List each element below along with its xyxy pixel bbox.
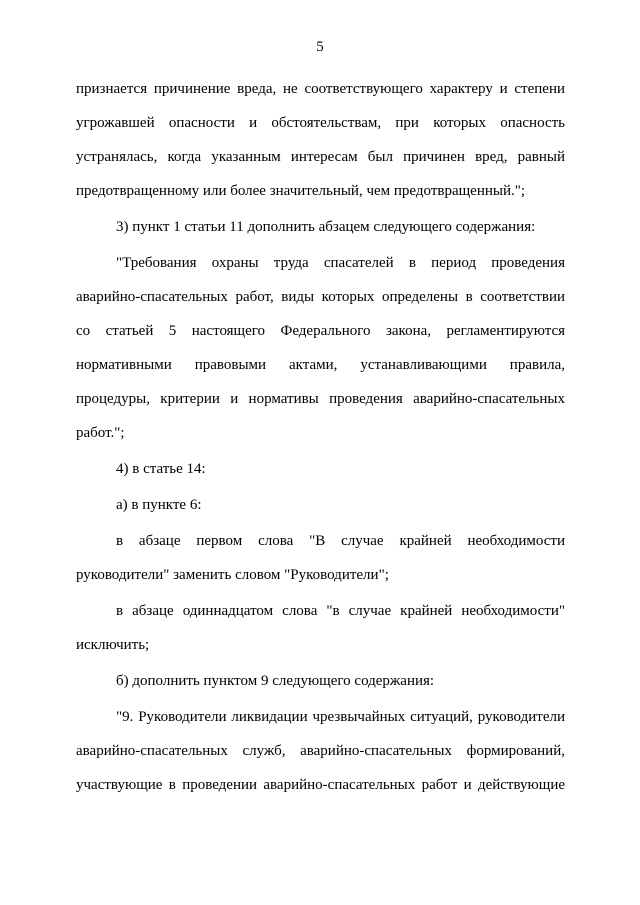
text-line: б) дополнить пунктом 9 следующего содержания: <box>116 673 435 689</box>
text-line: исключить; <box>76 637 150 653</box>
paragraph-subitem-a <box>76 488 565 522</box>
text-line: "9. Руководители ликвидации чрезвычайных ситуаций, руководители <box>116 709 565 725</box>
text-line: предотвращенному или более значительный, чем предотвращенный."; <box>76 183 526 199</box>
paragraph-eleventh-abzac <box>76 594 565 662</box>
paragraph-continuation <box>76 72 565 208</box>
paragraph-subitem-b <box>76 664 565 698</box>
text-line: в абзаце первом слова "В случае крайней необходимости <box>116 533 565 549</box>
page-number: 5 <box>316 39 324 55</box>
text-line: "Требования охраны труда спасателей в период проведения <box>116 255 565 271</box>
paragraph-item-4 <box>76 452 565 486</box>
text-line: нормативными правовыми актами, устанавливающими правила, <box>76 357 565 373</box>
text-line: угрожавшей опасности и обстоятельствам, при которых опасность <box>76 115 565 131</box>
text-line: аварийно-спасательных служб, аварийно-спасательных формирований, <box>76 743 565 759</box>
paragraph-first-abzac <box>76 524 565 592</box>
text-line: аварийно-спасательных работ, виды которых определены в соответствии <box>76 289 565 305</box>
text-line: устранялась, когда указанным интересам был причинен вред, равный <box>76 149 565 165</box>
paragraph-item-3 <box>76 210 565 244</box>
document-body <box>76 72 565 802</box>
text-line: работ."; <box>76 425 125 441</box>
text-line: руководители" заменить словом "Руководители"; <box>76 567 389 583</box>
text-line: участвующие в проведении аварийно-спасательных работ и действующие <box>76 777 565 793</box>
text-line: 4) в статье 14: <box>116 461 206 477</box>
text-line: со статьей 5 настоящего Федерального закона, регламентируются <box>76 323 565 339</box>
text-line: а) в пункте 6: <box>116 497 202 513</box>
text-line: признается причинение вреда, не соответствующего характеру и степени <box>76 81 565 97</box>
text-line: процедуры, критерии и нормативы проведения аварийно-спасательных <box>76 391 565 407</box>
text-line: 3) пункт 1 статьи 11 дополнить абзацем следующего содержания: <box>116 219 536 235</box>
text-line: в абзаце одиннадцатом слова "в случае крайней необходимости" <box>116 603 565 619</box>
paragraph-quote-item-9 <box>76 700 565 802</box>
paragraph-quote-requirements <box>76 246 565 450</box>
